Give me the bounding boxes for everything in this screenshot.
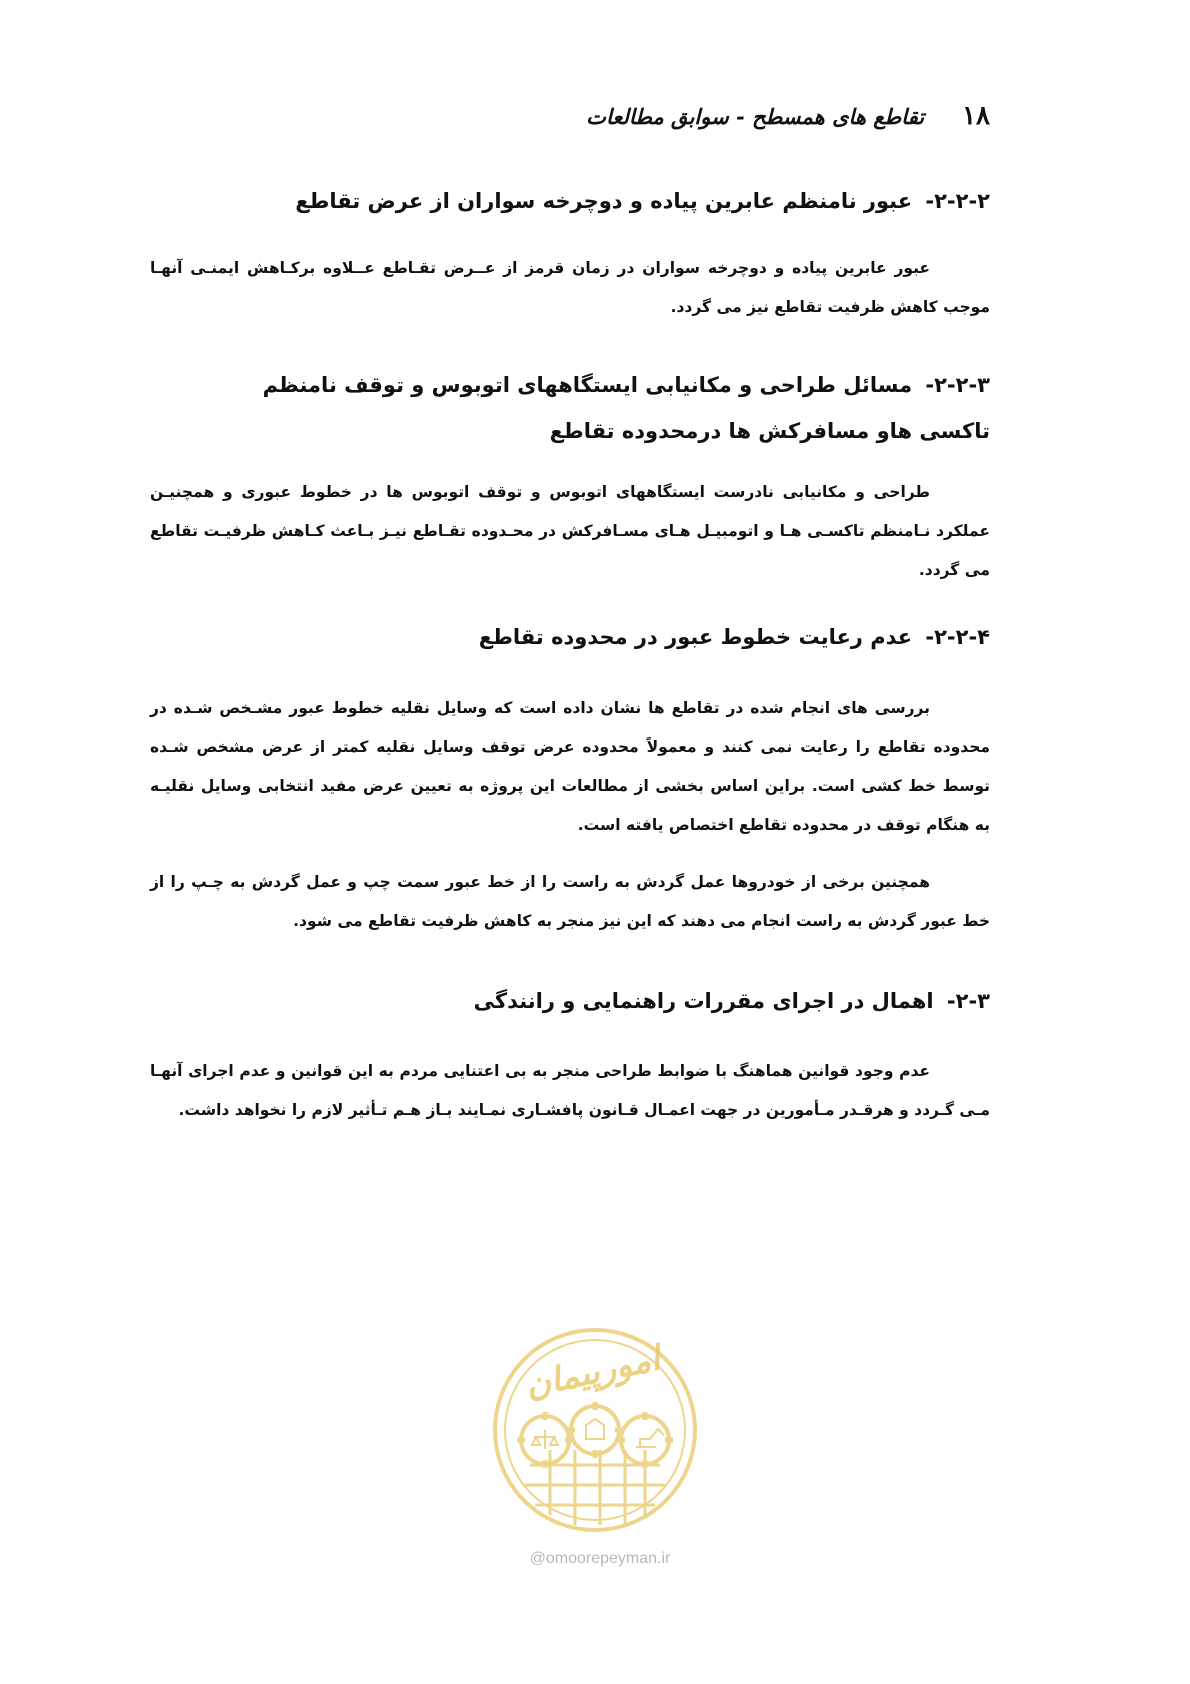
watermark-logo-text: امورپیمان xyxy=(521,1338,664,1406)
running-title: تقاطع های همسطح - سوابق مطالعات xyxy=(586,103,925,129)
section-number: ۲-۲-۳- xyxy=(925,373,990,397)
page-number: ۱۸ xyxy=(962,101,990,131)
paragraph xyxy=(150,863,990,941)
paragraph-text: همچنین برخی از خودروها عمل گردش به راست را از خط عبور سمت چپ و عمل گردش به چـپ را از خط عبور گردش به راست انجام می دهند که این نیز منجر به کاهش ظرفیت تقاطع می شود. xyxy=(150,873,990,930)
section-title: اهمال در اجرای مقررات راهنمایی و رانندگی xyxy=(473,989,934,1013)
paragraph-text: طراحی و مکانیابی نادرست ایستگاههای اتوبوس و توقف اتوبوس ها در خطوط عبوری و همچنیـن عملکرد نـامنظم تاکسـی هـا و اتومبیـل هـای مسـافرکش در محـدوده تقـاطع نیـز بـاعث کـاهش ظرفیـت تقاطع می گردد. xyxy=(150,483,990,579)
paragraph-text: عبور عابرین پیاده و دوچرخه سواران در زمان قرمز از عــرض تقـاطع عــلاوه برکـاهش ایمنـی آنهـا موجب کاهش ظرفیت تقاطع نیز می گردد. xyxy=(150,259,990,316)
watermark-url: @omoorepeyman.ir xyxy=(529,1550,671,1567)
paragraph xyxy=(150,249,990,327)
section-heading-2-2-3 xyxy=(255,362,990,454)
paragraph-text: عدم وجود قوانین هماهنگ با ضوابط طراحی منجر به بی اعتنایی مردم به این قوانین و عدم اجرای آنهـا مـی گـردد و هرقـدر مـأمورین در جهت اعمـال قـانون پافشـاری نمـایند بـاز هـم تـأثیر لازم را نخواهد داشت. xyxy=(150,1062,990,1119)
section-title: عبور نامنظم عابرین پیاده و دوچرخه سواران از عرض تقاطع xyxy=(295,189,913,213)
section-heading-2-3 xyxy=(474,978,990,1024)
section-heading-2-2-2 xyxy=(295,178,990,224)
section-number: ۲-۳- xyxy=(946,989,990,1013)
section-heading-2-2-4 xyxy=(479,614,990,660)
paragraph xyxy=(150,473,990,590)
watermark-logo xyxy=(490,1325,700,1535)
paragraph xyxy=(150,1052,990,1130)
paragraph-text: بررسی های انجام شده در تقاطع ها نشان داده است که وسایل نقلیه خطوط عبور مشـخص شـده در محدوده تقاطع را رعایت نمی کنند و معمولاً محدوده عرض توقف وسایل نقلیه کمتر از عرض مشخص شـده توسط خط کشی است. براین اساس بخشی از مطالعات این پروژه به تعیین عرض مفید انتخابی وسایل نقلیـه به هنگام توقف در محدوده تقاطع اختصاص یافته است. xyxy=(150,699,990,834)
section-title: عدم رعایت خطوط عبور در محدوده تقاطع xyxy=(478,625,913,649)
section-number: ۲-۲-۲- xyxy=(925,189,990,213)
paragraph xyxy=(150,689,990,845)
running-header xyxy=(200,98,990,134)
section-title: مسائل طراحی و مکانیابی ایستگاههای اتوبوس و توقف نامنظم تاکسی هاو مسافرکش ها درمحدوده تقاطع xyxy=(262,373,990,443)
section-number: ۲-۲-۴- xyxy=(925,625,990,649)
